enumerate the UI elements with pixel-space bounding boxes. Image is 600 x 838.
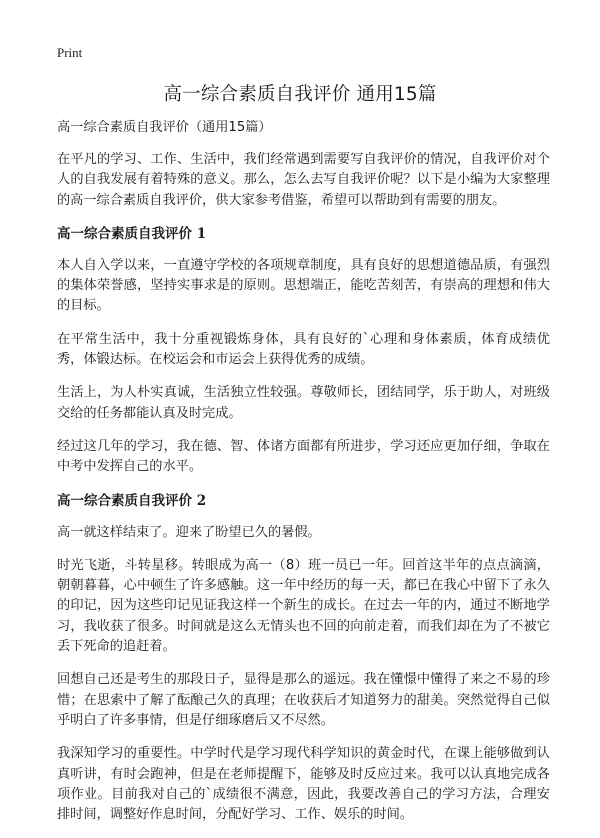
paragraph: 高一就这样结束了。迎来了盼望已久的暑假。 — [57, 524, 321, 540]
paragraph: 回想自己还是考生的那段日子，显得是那么的遥远。我在懂憬中懂得了来之不易的珍惜；在思索中了解了酝酿己久的真理；在收获后才知道努力的甜美。突然觉得自己似乎明白了许多事情，但是仔细琢磨后又不尽然。 — [57, 672, 550, 728]
paragraph: 经过这几年的学习，我在德、智、体诸方面都有所进步，学习还应更加仔细，争取在中考中发挥自己的水平。 — [57, 438, 550, 475]
section-1 — [57, 224, 550, 478]
paragraph: 在平常生活中，我十分重视锻炼身体，具有良好的`心理和身体素质，体育成绩优秀，体锻达标。在校运会和市运会上获得优秀的成绩。 — [57, 331, 550, 368]
section-2 — [57, 491, 550, 826]
intro-paragraph: 在平凡的学习、工作、生活中，我们经常遇到需要写自我评价的情况，自我评价对个人的自我发展有着特殊的意义。那么，怎么去写自我评价呢？以下是小编为大家整理的高一综合素质自我评价，供大家参考借鉴，希望可以帮助到有需要的朋友。 — [57, 152, 550, 208]
print-label: Print — [57, 45, 83, 60]
document-subtitle: 高一综合素质自我评价（通用15篇） — [57, 120, 272, 135]
section-heading: 高一综合素质自我评价 2 — [57, 492, 207, 509]
document-title: 高一综合素质自我评价 通用15篇 — [163, 84, 437, 105]
document-body — [57, 118, 550, 838]
paragraph: 生活上，为人朴实真诚，生活独立性较强。尊敬师长，团结同学，乐于助人，对班级交给的任务都能认真及时完成。 — [57, 385, 550, 421]
paragraph: 本人自入学以来，一直遵守学校的各项规章制度，具有良好的思想道德品质，有强烈的集体荣誉感，坚持实事求是的原则。思想端正，能吃苦刻苦，有崇高的理想和伟大的目标。 — [57, 257, 550, 314]
section-heading: 高一综合素质自我评价 1 — [57, 225, 207, 242]
paragraph: 时光飞逝，斗转星移。转眼成为高一（8）班一员已一年。回首这半年的点点滴滴，朝朝暮暮，心中顿生了许多感触。这一年中经历的每一天，都已在我心中留下了永久的印记，因为这些印记见证我这样一个新生的成长。在过去一年的内，通过不断地学习，我收获了很多。时间就是这么无情头也不回的向前走着，而我们却在为了不被它丢下死命的追赶着。 — [57, 557, 550, 655]
paragraph: 我深知学习的重要性。中学时代是学习现代科学知识的黄金时代，在课上能够做到认真听讲，有时会跑神，但是在老师提醒下，能够及时反应过来。我可以认真地完成各项作业。目前我对自己的`成绩很不满意，因此，我要改善自己的学习方法，合理安排时间，调整好作息时间，分配好学习、工作、娱乐的时间。 — [57, 746, 550, 823]
